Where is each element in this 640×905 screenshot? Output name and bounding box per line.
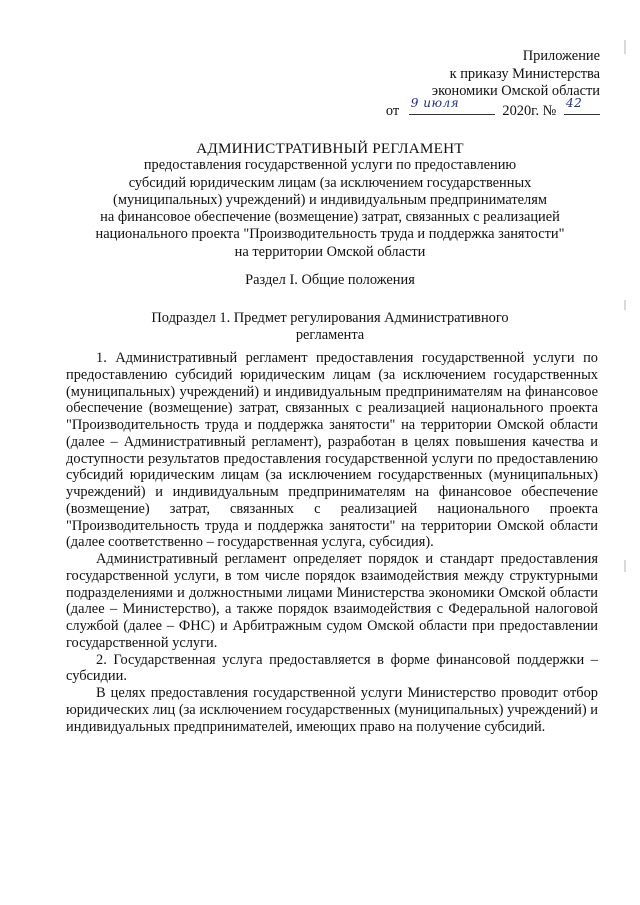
appendix-date-row [380, 95, 600, 121]
title-line: субсидий юридическим лицам (за исключением государственных [128, 174, 532, 191]
number-field [564, 95, 600, 115]
scan-margin-mark [624, 560, 626, 572]
handwritten-date: 9 июля [410, 95, 460, 110]
body-text [66, 350, 598, 735]
paragraph: 1. Административный регламент предоставления государственной услуги по предоставлению субсидий юридическим лицам (за исключением государственных (муниципальных) учреждений) и индивидуальным предпринимателям на финансовое обеспечение (возмещение) затрат, связанных с реализацией национального проекта "Производительность труда и поддержка занятости" на территории Омской области (далее – Административный регламент), разработан в целях повышения качества и доступности результатов предоставления государственной услуги по предоставлению субсидий юридическим лицам (за исключением государственных (муниципальных) учреждений) и индивидуальным предпринимателям на финансовое обеспечение (возмещение) затрат, связанных с реализацией национального проекта "Производительность труда и поддержка занятости" на территории Омской области (далее соответственно – государственная услуга, субсидия). [66, 350, 598, 551]
paragraph: Административный регламент определяет порядок и стандарт предоставления государственной услуги, в том числе порядок взаимодействия между структурными подразделениями и должностными лицами Министерства экономики Омской области (далее – Министерство), а также порядок взаимодействия с Федеральной налоговой службой (далее – ФНС) и Арбитражным судом Омской области при предоставлении государственной услуги. [66, 551, 598, 651]
appendix-ministry: экономики Омской области [431, 83, 600, 100]
date-prefix: от [385, 102, 400, 119]
year-number-text: 2020г. № [502, 102, 557, 119]
title-line: на финансовое обеспечение (возмещение) затрат, связанных с реализацией [100, 209, 560, 226]
appendix-order-ref: к приказу Министерства [449, 65, 600, 82]
scan-margin-mark [624, 40, 626, 54]
title-line: (муниципальных) учреждений) и индивидуальным предпринимателям [113, 191, 547, 208]
subsection-line: Подраздел 1. Предмет регулирования Административного [151, 310, 509, 326]
document-title [60, 140, 600, 261]
paragraph: В целях предоставления государственной услуги Министерство проводит отбор юридических лиц (за исключением государственных (муниципальных) учреждений) и индивидуальных предпринимателей, имеющих право на получение субсидий. [66, 685, 598, 735]
title-line: национального проекта "Производительность труда и поддержка занятости" [95, 226, 565, 243]
subsection-heading [60, 310, 600, 345]
handwritten-number: 42 [566, 95, 583, 110]
paragraph: 2. Государственная услуга предоставляется в форме финансовой поддержки – субсидии. [66, 651, 598, 685]
date-field [409, 95, 495, 115]
section-heading: Раздел I. Общие положения [245, 272, 415, 288]
appendix-label: Приложение [522, 48, 600, 64]
title-line: предоставления государственной услуги по предоставлению [143, 157, 517, 174]
title-line: на территории Омской области [234, 243, 426, 260]
subsection-line: регламента [295, 327, 365, 344]
scan-margin-mark [624, 300, 626, 310]
title-main: АДМИНИСТРАТИВНЫЙ РЕГЛАМЕНТ [196, 140, 464, 157]
appendix-header [380, 48, 600, 120]
